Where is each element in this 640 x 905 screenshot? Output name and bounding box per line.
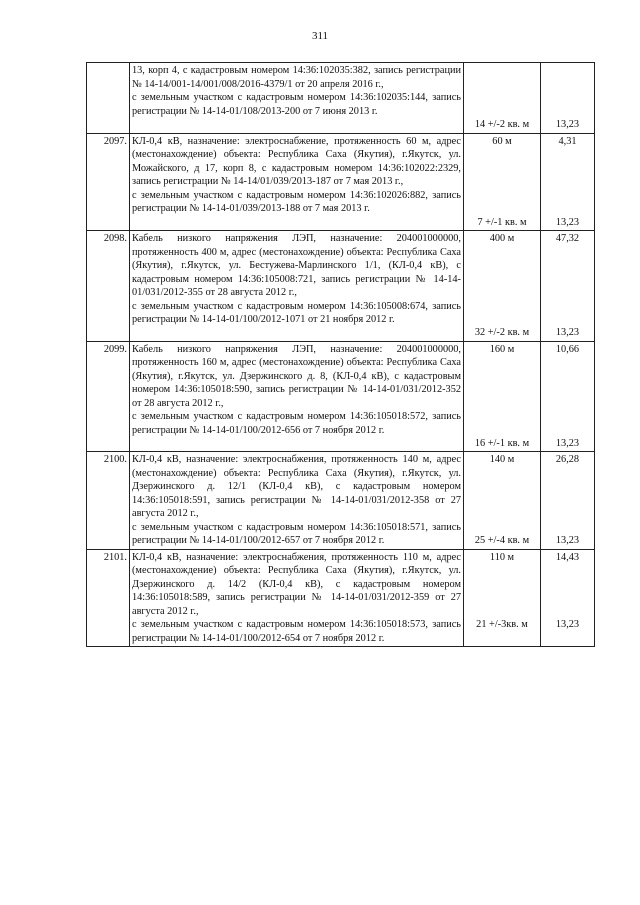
size-land: 25 +/-4 кв. м: [474, 535, 530, 546]
value-land: 13,23: [555, 119, 580, 130]
value-object: 47,32: [555, 233, 580, 244]
property-size: [464, 231, 541, 342]
value-object: 14,43: [555, 551, 580, 563]
property-size: [464, 63, 541, 134]
size-object: [466, 64, 538, 118]
property-value: [541, 549, 595, 647]
value-land: 13,23: [555, 327, 580, 338]
value-land: 13,23: [555, 618, 580, 630]
property-description: [130, 63, 464, 134]
property-value: [541, 133, 595, 231]
size-object: 60 м: [492, 135, 512, 147]
size-land: 16 +/-1 кв. м: [474, 437, 530, 449]
size-land: 7 +/-1 кв. м: [477, 216, 527, 228]
row-number: 2100.: [87, 452, 130, 550]
property-description: [130, 133, 464, 231]
property-size: [464, 549, 541, 647]
object-description: КЛ-0,4 кВ, назначение: электроснабжения, протяженность 140 м, адрес (местонахождение) объекта: Республика Саха (Якутия), г.Якутск, ул. Дзержинского д. 12/1 (КЛ-0,4 кВ), с кадастровым номером 14:36:105018:591, запись регистрации № 14-14-01/031/2012-358 от 27 августа 2012 г.,: [132, 454, 461, 519]
property-size: [464, 133, 541, 231]
size-land: 32 +/-2 кв. м: [474, 327, 530, 338]
object-description: 13, корп 4, с кадастровым номером 14:36:102035:382, запись регистрации № 14-14/001-14/001/008/2016-4379/1 от 20 апреля 2016 г.,: [132, 65, 461, 90]
table-row: [87, 549, 595, 647]
size-object: 110 м: [489, 551, 515, 563]
table-row: [87, 452, 595, 550]
property-value: [541, 452, 595, 550]
property-value: [541, 231, 595, 342]
land-plot-description: с земельным участком с кадастровым номером 14:36:102035:144, запись регистрации № 14-14-01/108/2013-200 от 7 июня 2013 г.: [132, 92, 461, 117]
object-description: Кабель низкого напряжения ЛЭП, назначение: 204001000000, протяженность 400 м, адрес (местонахождение) объекта: Республика Саха (Якутия), г.Якутск, ул. Бестужева-Марлинского 1/1, (КЛ-0,4 кВ), с кадастровым номером 14:36:105008:721, запись регистрации № 14-14-01/031/2012-355 от 28 августа 2012 г.,: [132, 233, 461, 298]
value-object: [543, 64, 592, 118]
row-number: 2101.: [87, 549, 130, 647]
property-value: [541, 341, 595, 452]
row-number: [87, 63, 130, 134]
value-object: 26,28: [555, 454, 580, 465]
size-land: 14 +/-2 кв. м: [474, 119, 530, 130]
land-plot-description: с земельным участком с кадастровым номером 14:36:105008:674, запись регистрации № 14-14-01/100/2012-1071 от 21 ноября 2012 г.: [132, 300, 461, 325]
value-land: 13,23: [555, 535, 580, 546]
table-row: [87, 231, 595, 342]
size-object: 160 м: [489, 343, 515, 355]
property-value: [541, 63, 595, 134]
property-description: [130, 231, 464, 342]
property-registry-table: [86, 62, 595, 647]
property-size: [464, 341, 541, 452]
property-description: [130, 341, 464, 452]
land-plot-description: с земельным участком с кадастровым номером 14:36:105018:571, запись регистрации № 14-14-01/100/2012-657 от 7 ноября 2012 г.: [132, 521, 461, 546]
page-number: 311: [311, 30, 329, 42]
property-description: [130, 452, 464, 550]
land-plot-description: с земельным участком с кадастровым номером 14:36:105018:572, запись регистрации № 14-14-01/100/2012-656 от 7 ноября 2012 г.: [132, 411, 461, 436]
row-number: 2098.: [87, 231, 130, 342]
table-row: [87, 341, 595, 452]
value-land: 13,23: [555, 437, 580, 449]
land-plot-description: с земельным участком с кадастровым номером 14:36:105018:573, запись регистрации № 14-14-01/100/2012-654 от 7 ноября 2012 г.: [132, 619, 461, 644]
table-row: [87, 63, 595, 134]
object-description: Кабель низкого напряжения ЛЭП, назначение: 204001000000, протяженность 160 м, адрес (местонахождение) объекта: Республика Саха (Якутия), г.Якутск, ул. Дзержинского д. 8, (КЛ-0,4 кВ), с кадастровым номером 14:36:105018:590, запись регистрации № 14-14-01/031/2012-352 от 28 августа 2012 г.,: [132, 343, 461, 409]
row-number: 2099.: [87, 341, 130, 452]
object-description: КЛ-0,4 кВ, назначение: электроснабжение, протяженность 60 м, адрес (местонахождение) объекта: Республика Саха (Якутия), г.Якутск, ул. Можайского, д 17, корп 8, с кадастровым номером 14:36:102022:2329, запись регистрации № 14-14/01/039/2013-187 от 7 мая 2013 г.,: [132, 135, 461, 187]
value-land: 13,23: [555, 216, 580, 228]
land-plot-description: с земельным участком с кадастровым номером 14:36:102026:882, запись регистрации № 14-14-01/039/2013-188 от 7 мая 2013 г.: [132, 189, 461, 214]
row-number: 2097.: [87, 133, 130, 231]
value-object: 4,31: [558, 135, 577, 147]
property-description: [130, 549, 464, 647]
property-size: [464, 452, 541, 550]
value-object: 10,66: [555, 343, 580, 355]
size-object: 140 м: [489, 454, 515, 465]
size-object: 400 м: [489, 233, 515, 244]
object-description: КЛ-0,4 кВ, назначение: электроснабжения, протяженность 110 м, адрес (местонахождение) объекта: Республика Саха (Якутия), г.Якутск, ул. Дзержинского д. 14/2 (КЛ-0,4 кВ), с кадастровым номером 14:36:105018:589, запись регистрации № 14-14-01/031/2012-359 от 27 августа 2012 г.,: [132, 551, 461, 617]
table-row: [87, 133, 595, 231]
size-land: 21 +/-3кв. м: [476, 618, 528, 630]
